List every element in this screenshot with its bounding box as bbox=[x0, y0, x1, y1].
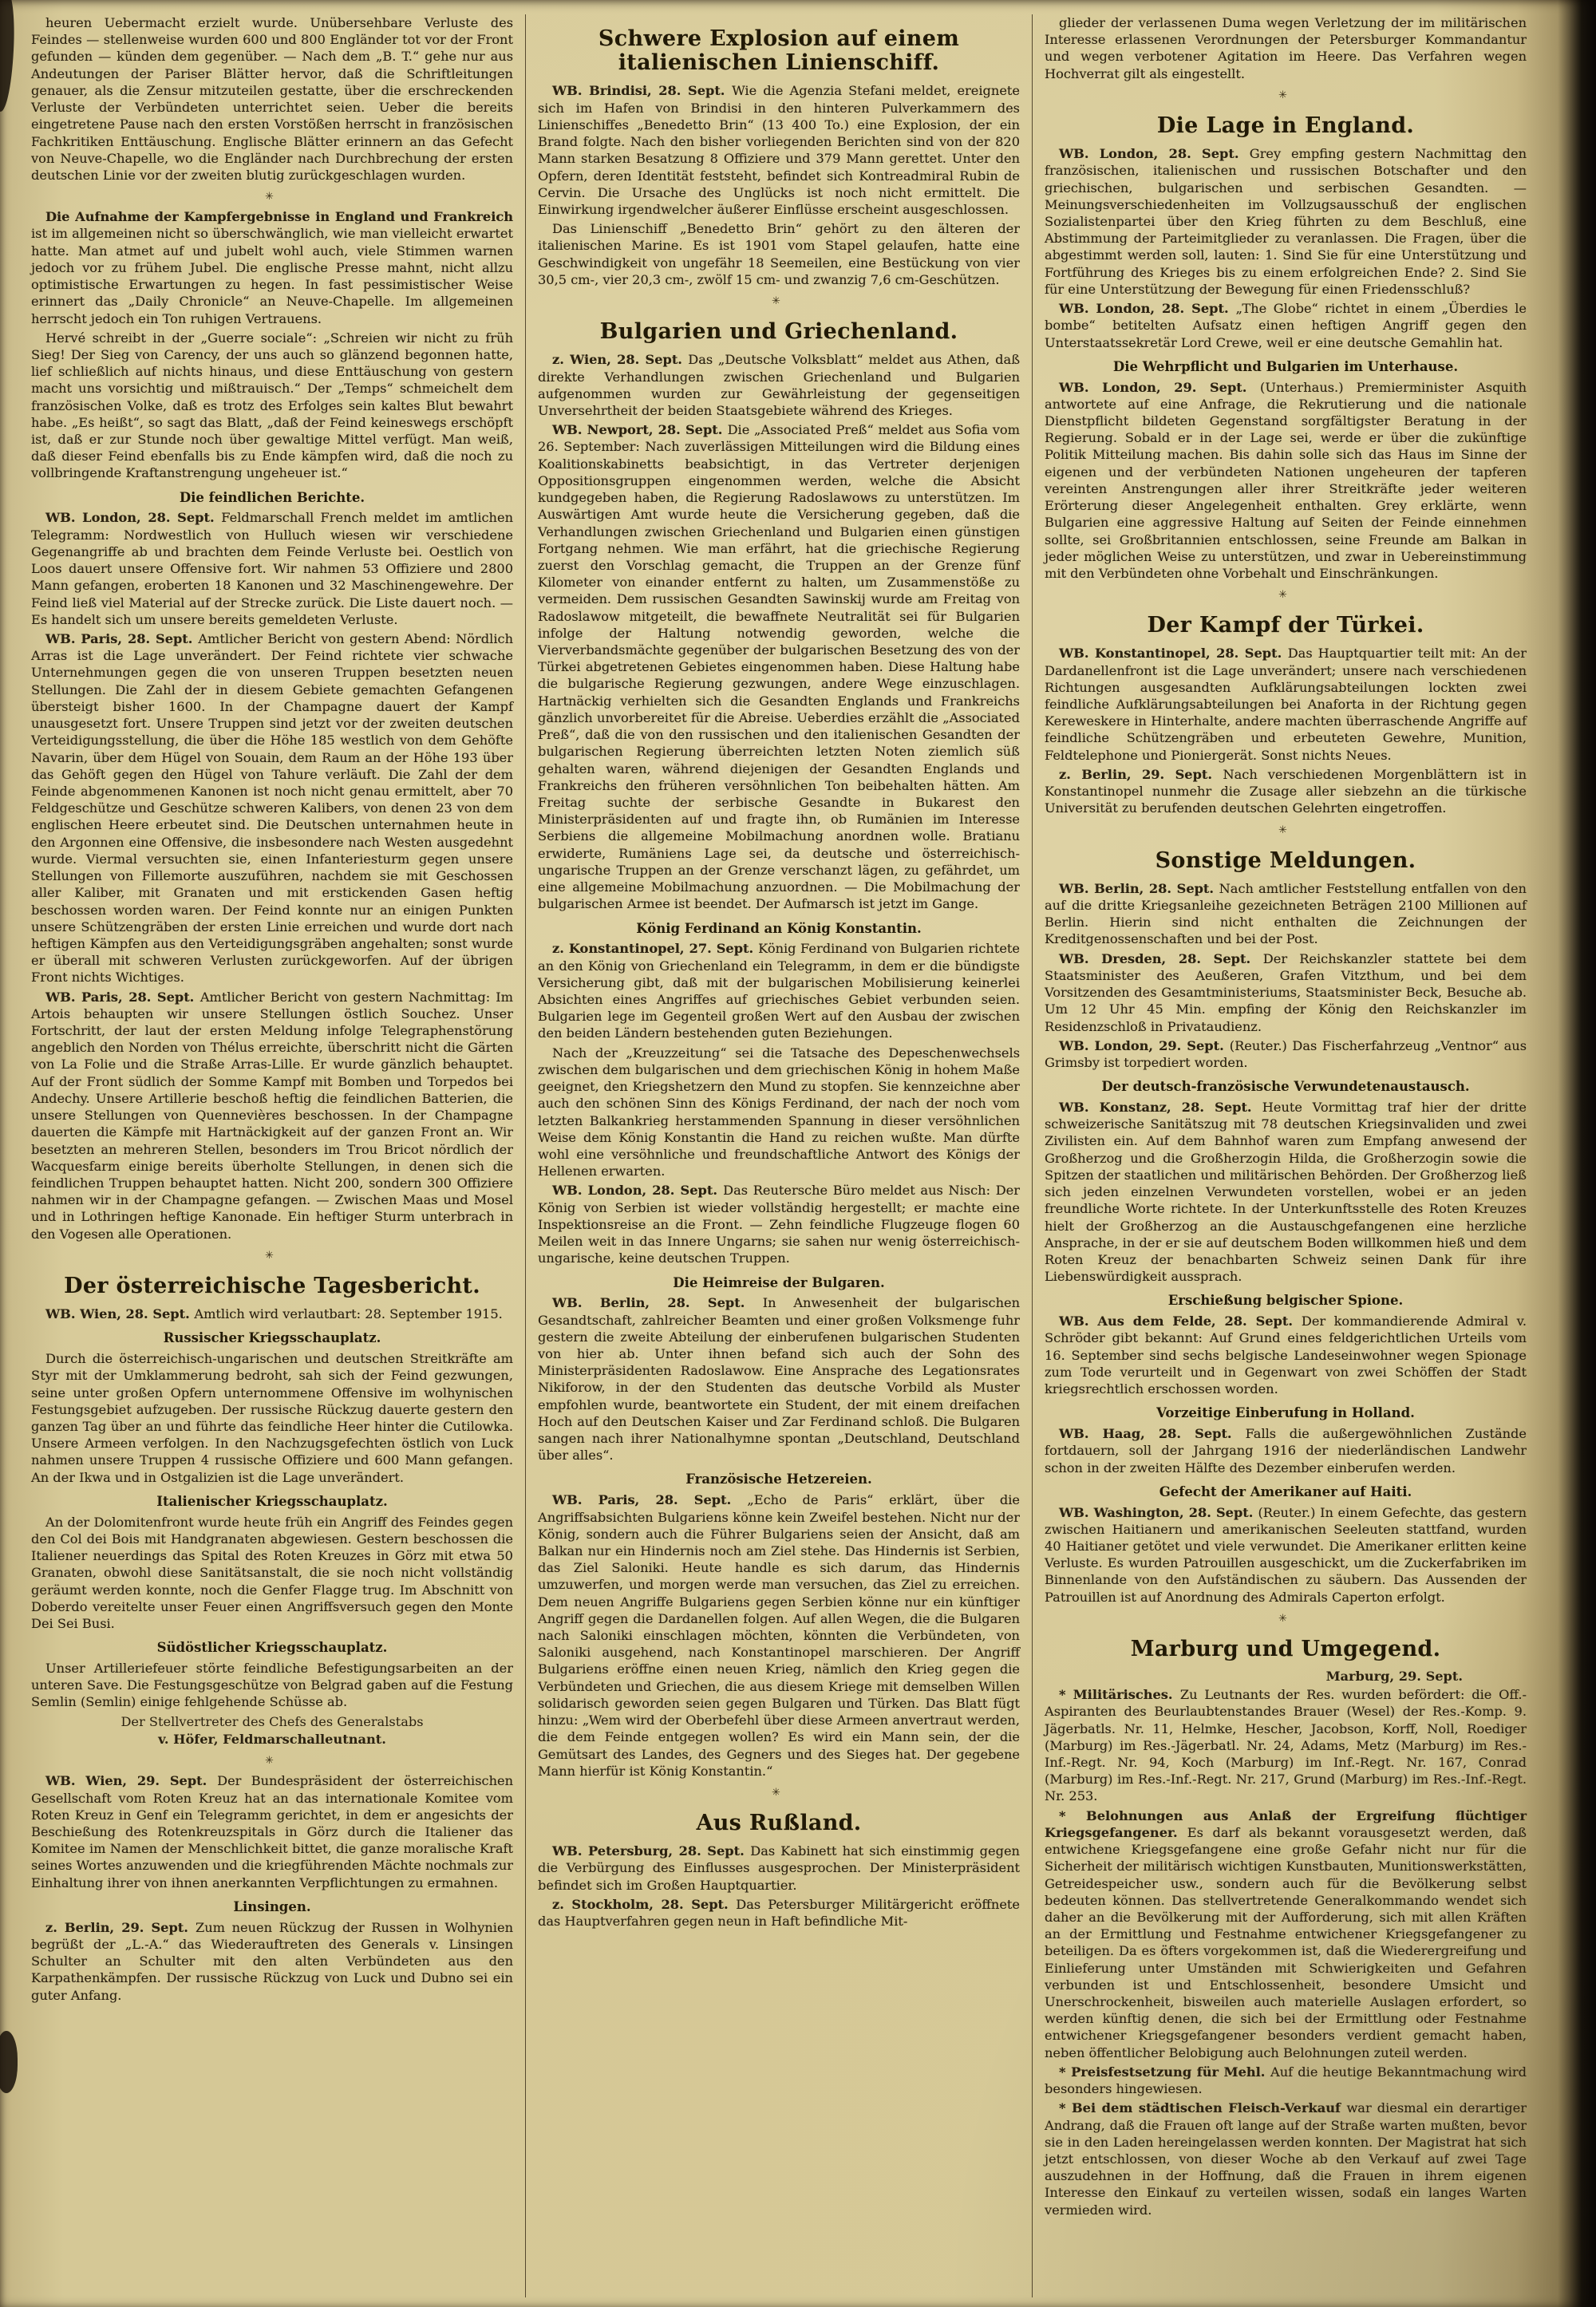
article-subhead: Die Heimreise der Bulgaren. bbox=[673, 1274, 885, 1290]
paragraph-lead: WB. Petersburg, 28. Sept. bbox=[552, 1843, 751, 1859]
article-paragraph: Nach der „Kreuzzeitung“ sei die Tatsache des Depeschenwechsels zwischen dem bulgarischen und dem griechischen König in hohem Maße geeignet, den Kriegshetzern den Mund zu stopfen. Sie kennzeichne aber auch den schönen Sinn des Königs Ferdinand, der nach der noch vom letzten Balkankrieg herstammenden Spannung in dieser versöhnlichen Weise dem König Konstantin die Hand zu reichen wußte. Man dürfte wohl eine versöhnliche und freundschaftliche Antwort des Königs der Hellenen erwarten. bbox=[538, 1045, 1020, 1179]
paragraph-lead: WB. Haag, 28. Sept. bbox=[1059, 1426, 1246, 1442]
section-divider-icon: ✳ bbox=[1278, 824, 1293, 836]
article-paragraph: * Preisfestsetzung für Mehl. Auf die heutige Bekanntmachung wird besonders hingewiesen. bbox=[1045, 2064, 1527, 2097]
article-paragraph: Hervé schreibt in der „Guerre sociale“: „Schreien wir nicht zu früh Sieg! Der Sieg von Carency, der uns auch so glänzend begonnen hatte, lief schließlich auf nichts hinaus, und diese Enttäuschung von gestern macht uns vorsichtig und mißtrauisch.“ Der „Temps“ schmeichelt dem französischen Volke, daß es trotz des Erfolges sein kaltes Blut bewahrt habe. „Es heißt“, so sagt das Blatt, „daß der Feind keineswegs erschöpft ist, daß er zur Stunde noch über gewaltige Mittel verfügt. Man weiß, daß dieser Feind ebenfalls bis zu Ende kämpfen wird, daß die noch zu vollbringende Kraftanstrengung ungeheuer ist.“ bbox=[31, 330, 513, 481]
article-paragraph: Unser Artilleriefeuer störte feindliche Befestigungsarbeiten an der unteren Save. Die Festungsgeschütze von Belgrad gaben auf die Festung Semlin (Semlin) einige fehlgehende Schüsse ab. bbox=[31, 1661, 513, 1710]
paragraph-lead: WB. London, 28. Sept. bbox=[552, 1183, 724, 1199]
article-paragraph: Durch die österreichisch-ungarischen und deutschen Streitkräfte am Styr mit der Umklammerung bedroht, sah sich der Feind gezwungen, seine unter großen Opfern unternommene Offensive im wolhynischen Festungsgebiet aufzugeben. Der russische Rückzug dauerte gestern den ganzen Tag über an und führte das feindliche Heer hinter die Cutilowka. Unsere Armeen verfolgen. In den Nachzugsgefechten östlich von Luck nahmen unsere Truppen 4 russische Offiziere und 600 Mann gefangen. An der Ikwa und in Ostgalizien ist die Lage unverändert. bbox=[31, 1351, 513, 1485]
article-paragraph: WB. Haag, 28. Sept. Falls die außergewöhnlichen Zustände fortdauern, soll der Jahrgang 1916 der niederländischen Landwehr schon in der zweiten Hälfte des Dezember einberufen werden. bbox=[1045, 1426, 1527, 1475]
section-divider-icon: ✳ bbox=[265, 1755, 279, 1768]
article-headline: Schwere Explosion auf einem italienischen Linienschiff. bbox=[598, 26, 960, 76]
article-headline: Marburg und Umgegend. bbox=[1130, 1636, 1441, 1661]
article-paragraph: z. Konstantinopel, 27. Sept. König Ferdinand von Bulgarien richtete an den König von Griechenland ein Telegramm, in dem er die bündigste Versicherung gibt, daß mit der bulgarischen Mobilisierung keinerlei Absichten eines Angriffes auf griechisches Gebiet verbunden seien. Bulgarien lege im Gegenteil großen Wert auf den Ausbau der zwischen den beiden Ländern bestehenden guten Beziehungen. bbox=[538, 941, 1020, 1041]
signature-line: v. Höfer, Feldmarschalleutnant. bbox=[158, 1731, 386, 1747]
section-divider-icon: ✳ bbox=[772, 1787, 786, 1799]
section-divider-icon: ✳ bbox=[1278, 89, 1293, 101]
article-paragraph: z. Wien, 28. Sept. Das „Deutsche Volksblatt“ meldet aus Athen, daß direkte Verhandlungen zwischen Griechenland und Bulgarien aufgenommen wurden zur Gewährleistung der gegenseitigen Unversehrtheit der beiden Staatsgebiete während des Krieges. bbox=[538, 352, 1021, 418]
section-divider-icon: ✳ bbox=[1278, 589, 1293, 602]
article-headline: Aus Rußland. bbox=[696, 1811, 862, 1835]
article-paragraph: WB. London, 28. Sept. Das Reutersche Büro meldet aus Nisch: Der König von Serbien ist wieder vollständig hergestellt; er machte eine Inspektionsreise an die Front. — Zehn feindliche Flugzeuge flogen 60 Meilen weit in das Innere Ungarns; sie sahen nur wenig österreichisch-ungarische, keine deutschen Truppen. bbox=[538, 1183, 1020, 1266]
article-headline: Bulgarien und Griechenland. bbox=[599, 319, 958, 345]
article-subhead: Südöstlicher Kriegsschauplatz. bbox=[156, 1640, 388, 1656]
newspaper-columns bbox=[19, 14, 1539, 2297]
article-paragraph: WB. Konstanz, 28. Sept. Heute Vormittag traf hier der dritte schweizerische Sanitätszug mit 78 deutschen Kriegsinvaliden und zwei Zivilisten ein. Auf dem Bahnhof waren zum Empfang anwesend der Großherzog und die Großherzogin Hilda, die Großherzogin sowie die Spitzen der staatlichen und militärischen Behörden. Der Großherzog ließ sich jeden einzelnen Verwundeten vorstellen, wobei er an jeden freundliche Worte richtete. In der Unterkunftsstelle des Roten Kreuzes hielt der Großherzog an die Austauschgefangenen eine herzliche Ansprache, in der er sie auf deutschem Boden willkommen hieß und dem Roten Kreuz der benachbarten Schweiz seinen Dank für ihre Liebenswürdigkeit aussprach. bbox=[1045, 1100, 1527, 1285]
article-subhead: Erschießung belgischer Spione. bbox=[1167, 1293, 1404, 1309]
article-paragraph: WB. Berlin, 28. Sept. Nach amtlicher Feststellung entfallen von den auf die dritte Kriegsanleihe gezeichneten Beträgen 2100 Millionen auf Berlin. Hierin sind nicht enthalten die Zeichnungen der Kreditgenossenschaften und bei der Post. bbox=[1045, 880, 1527, 947]
article-paragraph: WB. Berlin, 28. Sept. In Anwesenheit der bulgarischen Gesandtschaft, zahlreicher Beamten und einer großen Volksmenge fuhr gestern die zweite Abteilung der einberufenen bulgarischen Studenten von hier ab. Unter ihnen befand sich auch der Sohn des Ministerpräsidenten Radoslawow. Eine Ansprache des Legationsrates Nikiforow, in der den Studenten das deutsche Vorbild als Muster empfohlen wurde, beantwortete ein Student, der mit einem dreifachen Hoch auf den Deutschen Kaiser und Zar Ferdinand schloß. Die Bulgaren sangen nach ihrer Nationalhymne spontan „Deutschland, Deutschland über alles“. bbox=[538, 1295, 1021, 1464]
paragraph-lead: z. Berlin, 29. Sept. bbox=[45, 1919, 196, 1935]
article-paragraph: z. Berlin, 29. Sept. Nach verschiedenen Morgenblättern ist in Konstantinopel nunmehr die Zusage aller siebzehn an die türkische Universität zu berufenden deutschen Gelehrten eingetroffen. bbox=[1045, 766, 1527, 816]
article-paragraph: WB. Washington, 28. Sept. (Reuter.) In einem Gefechte, das gestern zwischen Haitianern und amerikanischen Seeleuten stattfand, wurden 40 Haitianer getötet und viele verwundet. Die Amerikaner erlitten keine Verluste. Es wurden Patrouillen ausgeschickt, um die Zuckerfabriken im Binnenlande von den Aufständischen zu säubern. Das Aussenden der Patrouillen ist auf Anordnung des Admirals Caperton erfolgt. bbox=[1045, 1504, 1527, 1605]
article-headline: Sonstige Meldungen. bbox=[1155, 847, 1416, 873]
paragraph-lead: WB. Newport, 28. Sept. bbox=[552, 422, 728, 438]
article-paragraph: WB. London, 28. Sept. Grey empfing gestern Nachmittag den französischen, italienischen und russischen Botschafter und den griechischen, bulgarischen und serbischen Gesandten. — Meinungsverschiedenheiten im Vollzugsausschuß der englischen Sozialistenpartei über den Krieg führten zu dem Beschluß, eine Abstimmung der Parteimitglieder zu veranlassen. Die Fragen, über die abgestimmt werden soll, lauten: 1. Sind Sie für eine Unterstützung und Fortführung des Krieges bis zu einem erfolgreichen Ende? 2. Sind Sie für eine Unterstützung der Bewegung für einen Friedensschluß? bbox=[1045, 146, 1527, 297]
paragraph-lead: WB. London, 28. Sept. bbox=[1059, 146, 1250, 162]
paragraph-lead: * Militärisches. bbox=[1059, 1687, 1180, 1703]
article-subhead: Italienischer Kriegsschauplatz. bbox=[156, 1493, 388, 1509]
article-paragraph: * Militärisches. Zu Leutnants der Res. wurden befördert: die Off.-Aspiranten des Beurlaubtenstandes Brauer (Wesel) der Res.-Komp. 9. Jägerbatls. Nr. 11, Helmke, Hescher, Jacobson, Korff, Noll, Roediger (Marburg) im Res.-Jägerbatl. Nr. 24, Adams, Metz (Marburg) im Res.-Inf.-Regt. Nr. 94, Koch (Marburg) im Inf.-Regt. Nr. 167, Conrad (Marburg) im Res.-Inf.-Regt. Nr. 217, Grund (Marburg) im Res.-Inf.-Regt. Nr. 253. bbox=[1045, 1687, 1527, 1804]
column-1 bbox=[19, 14, 525, 2297]
paragraph-lead: z. Stockholm, 28. Sept. bbox=[552, 1896, 737, 1912]
section-divider-icon: ✳ bbox=[265, 1249, 279, 1262]
article-subhead: König Ferdinand an König Konstantin. bbox=[636, 920, 922, 936]
article-paragraph: WB. Paris, 28. Sept. Amtlicher Bericht von gestern Nachmittag: Im Artois behaupten wir unsere Stellungen östlich Souchez. Unser Fortschritt, der laut der ersten Meldung infolge Telegraphenstörung angeblich den Norden von Thélus erreichte, überschritt nicht die Gärten von La Folie und die Straße Arras-Lille. Er wurde gänzlich behauptet. Auf der Front südlich der Somme Kampf mit Bomben und Torpedos bei Andechy. Unsere Artillerie beschoß heftig die feindlichen Batterien, die unsere Stellungen von Quennevières beschossen. In der Champagne dauerten die Kämpfe mit Hartnäckigkeit auf der ganzen Front an. Wir besetzten an mehreren Stellen, besonders im Trou Bricot nördlich der Wacquesfarm einige bereits überholte Stellungen, in denen sich die feindlichen Truppen behauptet hatten. Nicht 200, sondern 300 Offiziere nahmen wir in der Champagne gefangen. — Zwischen Maas und Mosel und in Lothringen heftige Kanonade. Ein heftiger Sturm unterbrach in den Vogesen alle Operationen. bbox=[31, 989, 513, 1242]
paragraph-lead: WB. London, 28. Sept. bbox=[45, 510, 222, 526]
article-paragraph: Das Linienschiff „Benedetto Brin“ gehört zu den älteren der italienischen Marine. Es ist 1901 vom Stapel gelaufen, hatte eine Geschwindigkeit von ungefähr 18 Seemeilen, eine Bestückung von vier 30,5 cm-, vier 20,3 cm-, zwölf 15 cm- und zwanzig 7,6 cm-Geschützen. bbox=[538, 221, 1020, 287]
article-paragraph: WB. Paris, 28. Sept. „Echo de Paris“ erklärt, über die Angriffsabsichten Bulgariens könne kein Zweifel bestehen. Nicht nur der König, sondern auch die Führer Bulgariens seien der Ansicht, daß am Balkan nur ein Hindernis noch am Ziel stehe. Das Hindernis ist Serbien, das Ziel Saloniki. Heute handle es sich darum, das Hindernis umzuwerfen, und morgen werde man versuchen, das Ziel zu erreichen. Dem neuen Angriffe Bulgariens gegen Serbien könne nur ein künftiger Angriff gegen die Dardanellen folgen. Auf allen Wegen, die die Bulgaren nach Saloniki einschlagen möchten, könnten die Verbündeten, von Saloniki ausgehend, nach Konstantinopel marschieren. Der Angriff Bulgariens eröffne einen neuen Krieg, nämlich den Krieg gegen die Verbündeten und Griechen, die aus diesem Kriege mit demselben Willen solidarisch geworden seien gegen Bulgaren und Türken. Das Blatt fügt hinzu: „Wem wird der Oberbefehl über diese Armeen anvertraut werden, die dem Feinde entgegen wollen? Es wird ein Mann sein, der die Gemütsart des Landes, des Gegners und des Sieges hat. Der gegebene Mann hierfür ist König Konstantin.“ bbox=[538, 1492, 1020, 1779]
section-divider-icon: ✳ bbox=[772, 295, 786, 308]
paragraph-lead: z. Berlin, 29. Sept. bbox=[1059, 766, 1223, 782]
paragraph-lead: WB. Dresden, 28. Sept. bbox=[1059, 950, 1263, 966]
article-paragraph: WB. Wien, 28. Sept. Amtlich wird verlautbart: 28. September 1915. bbox=[45, 1306, 503, 1322]
article-paragraph: WB. Wien, 29. Sept. Der Bundespräsident der österreichischen Gesellschaft vom Roten Kreuz hat an das internationale Komitee vom Roten Kreuz in Genf ein Telegramm gerichtet, in dem er angesichts der Beschießung des Rotenkreuzspitals in Görz durch die Italiener das Komitee im Namen der Menschlichkeit bittet, die ganze moralische Kraft seines Wortes anzuwenden und die kriegführenden Mächte nochmals zur Einhaltung ihrer von ihnen anerkannten Verpflichtungen zu ermahnen. bbox=[31, 1773, 513, 1890]
article-paragraph: WB. Aus dem Felde, 28. Sept. Der kommandierende Admiral v. Schröder gibt bekannt: Auf Grund eines feldgerichtlichen Urteils vom 16. September sind sechs belgische Landeseinwohner wegen Spionage zum Tode verurteilt und in Gegenwart von zwei Schöffen der Stadt kriegsrechtlich erschossen worden. bbox=[1045, 1313, 1527, 1397]
article-paragraph: WB. London, 28. Sept. „The Globe“ richtet in einem „Überdies le bombe“ betitelten Aufsatz einen heftigen Angriff gegen den Unterstaatssekretär Lord Crewe, weil er eine deutsche Gemahlin hat. bbox=[1045, 301, 1527, 350]
article-paragraph: * Belohnungen aus Anlaß der Ergreifung flüchtiger Kriegsgefangener. Es darf als bekannt vorausgesetzt werden, daß entwichene Kriegsgefangene eine große Gefahr nicht nur für die Sicherheit der militärisch wichtigen Kunstbauten, Munitionswerkstätten, Getreidespeicher usw., sondern auch für die Bevölkerung selbst bedeuten können. Das stellvertretende Generalkommando wendet sich daher an die Bevölkerung mit der Aufforderung, sich mit allen Kräften an der Ermittlung und Festnahme entwichener Kriegsgefangener zu beteiligen. Da es öfters vorgekommen ist, daß die Wiederergreifung und Einlieferung unter Umständen mit Schwierigkeiten und Gefahren verbunden ist und Entschlossenheit, besondere Umsicht und Unerschrockenheit, bisweilen auch materielle Auslagen erfordert, so werden künftig denen, die sich bei der Ermittlung oder Festnahme entwichener Kriegsgefangener besonders verdient gemacht haben, neben öffentlicher Belobigung auch Belohnungen zuteil werden. bbox=[1045, 1807, 1527, 2060]
paragraph-lead: WB. Washington, 28. Sept. bbox=[1059, 1504, 1258, 1520]
article-paragraph: WB. Newport, 28. Sept. Die „Associated Preß“ meldet aus Sofia vom 26. September: Nach zuverlässigen Mitteilungen wird die Bildung eines Koalitionskabinetts beabsichtigt, in das Vertreter derjenigen Oppositionsgruppen eingenommen werden, welche die Absicht kundgegeben haben, die Regierung Radoslawows zu unterstützen. Im Auswärtigen Amt wurde heute die Versicherung gegeben, daß die Verhandlungen zwischen Griechenland und Bulgarien einen günstigen Fortgang nehmen. Wie man erfährt, hat die griechische Regierung zuerst den Vorschlag gemacht, die Truppen an der Grenze fünf Kilometer von einander entfernt zu halten, um Zusammenstöße zu vermeiden. Dem russischen Gesandten Sawinskij wurde am Freitag von Radoslawow mitgeteilt, die bewaffnete Neutralität sei für Bulgarien infolge der Haltung notwendig geworden, welche die Vierverbandsmächte gegenüber der bulgarischen Besetzung des von der Türkei abgetretenen Gebietes eingenommen haben. Diese Haltung habe die bulgarische Regierung gezwungen, andere Wege einzuschlagen. Hartnäckig verhielten sich die Gesandten Englands und Frankreichs gänzlich unvorbereitet für die Abreise. Ueberdies erzählt die „Associated Preß“, daß die von den russischen und den italienischen Gesandten der bulgarischen Regierung überreichten letzten Noten ziemlich süß gehalten waren, während diejenigen der Gesandten Englands und Frankreichs den früheren versöhnlichen Ton beibehalten hätten. Am Freitag suchte der serbische Gesandte in Bukarest den Ministerpräsidenten auf und fragte ihn, ob Rumänien im Interesse Serbiens die allgemeine Mobilmachung anordnen wolle. Bratianu erwiderte, Rumäniens Lage sei, da deutsche und österreichisch-ungarische Truppen an der Grenze verschanzt lägen, zu gefährdet, um eine allgemeine Mobilmachung anzuordnen. — Die Mobilmachung der bulgarischen Armee ist beendet. Der Aufmarsch ist jetzt im Gange. bbox=[538, 422, 1020, 912]
article-paragraph: heuren Uebermacht erzielt wurde. Unübersehbare Verluste des Feindes — stellenweise wurden 600 und 800 Engländer tot vor der Front gefunden — künden dem gegenüber. — Nach dem „B. T.“ gehe nur aus Andeutungen der Pariser Blätter hervor, daß die Schriftleitungen genauer, als die Zensur mitzuteilen gestatte, über die erschreckenden Verluste der Verbündeten unterrichtet seien. Ueber die bereits eingetretene Pause nach den ersten Vorstößen herrscht in französischen Fachkritiken Enttäuschung. Englische Blätter erinnern an das Gefecht von Neuve-Chapelle, wo die Engländer nach Durchbrechung der ersten deutschen Linie vor der zweiten blutig zurückgeschlagen wurden. bbox=[31, 15, 513, 183]
article-paragraph: WB. London, 28. Sept. Feldmarschall French meldet im amtlichen Telegramm: Nordwestlich von Hulluch wiesen wir verschiedene Gegenangriffe ab und brachten dem Feinde Verluste bei. Oestlich von Loos dauert unsere Offensive fort. Wir nahmen 53 Offiziere und 2800 Mann gefangen, eroberten 18 Kanonen und 32 Maschinengewehre. Der Feind ließ viel Material auf der Strecke zurück. Die Liste dauert noch. — Es handelt sich um unsere bereits gemeldeten Verluste. bbox=[31, 510, 513, 627]
article-subhead: Der deutsch-französische Verwundetenaustausch. bbox=[1101, 1079, 1470, 1095]
article-paragraph: WB. Brindisi, 28. Sept. Wie die Agenzia Stefani meldet, ereignete sich im Hafen von Brindisi in den hinteren Pulverkammern des Linienschiffes „Benedetto Brin“ (13 400 To.) eine Explosion, der ein Brand folgte. Nach den bisher vorliegenden Berichten sind von der 820 Mann starken Besatzung 8 Offiziere und 379 Mann gerettet. Unter den Opfern, deren Identität feststeht, befindet sich Kontreadmiral Rubin de Cervin. Die Ursache des Unglücks ist noch nicht ermittelt. Die Einwirkung irgendwelcher äußerer Einflüsse erscheint ausgeschlossen. bbox=[538, 83, 1020, 217]
paragraph-lead: WB. Konstanz, 28. Sept. bbox=[1059, 1100, 1262, 1116]
article-subhead: Vorzeitige Einberufung in Holland. bbox=[1156, 1405, 1415, 1421]
article-paragraph: z. Berlin, 29. Sept. Zum neuen Rückzug der Russen in Wolhynien begrüßt der „L.-A.“ das Wiederauftreten des Generals v. Linsingen Schulter an Schulter mit den alten Verbündeten aus den Karpathenkämpfen. Der russische Rückzug von Luck und Dubno sei ein guter Anfang. bbox=[31, 1919, 513, 2003]
paragraph-lead: WB. Berlin, 28. Sept. bbox=[1059, 880, 1219, 896]
paragraph-lead: * Belohnungen aus Anlaß der Ergreifung flüchtiger Kriegsgefangener. bbox=[1045, 1807, 1527, 1840]
paragraph-lead: WB. Paris, 28. Sept. bbox=[45, 989, 200, 1005]
article-subhead: Gefecht der Amerikaner auf Haiti. bbox=[1159, 1483, 1412, 1499]
paragraph-lead: z. Konstantinopel, 27. Sept. bbox=[552, 941, 759, 957]
scan-smudge-bottom-left-icon bbox=[0, 2031, 18, 2093]
article-subhead: Linsingen. bbox=[233, 1898, 311, 1914]
article-headline: Der Kampf der Türkei. bbox=[1147, 613, 1424, 638]
article-paragraph: * Bei dem städtischen Fleisch-Verkauf war diesmal ein derartiger Andrang, daß die Frauen oft lange auf der Straße warten mußten, bevor sie in den Laden hereingelassen werden konnten. Der Magistrat hat sich jetzt entschlossen, von dieser Woche ab den Verkauf auf zwei Tage auszudehnen in der Hoffnung, daß die Frauen in ihrem eigenen Interesse den Einkauf zu verteilen wissen, sodaß ein langes Warten vermieden wird. bbox=[1045, 2100, 1527, 2218]
paragraph-lead: WB. Wien, 29. Sept. bbox=[45, 1773, 218, 1789]
paragraph-lead: WB. London, 29. Sept. bbox=[1059, 1037, 1230, 1053]
column-3 bbox=[1032, 14, 1539, 2297]
article-subhead: Russischer Kriegsschauplatz. bbox=[163, 1330, 381, 1346]
paragraph-lead: WB. Brindisi, 28. Sept. bbox=[552, 83, 733, 99]
article-paragraph: z. Stockholm, 28. Sept. Das Petersburger Militärgericht eröffnete das Hauptverfahren gegen neun in Haft befindliche Mit- bbox=[538, 1896, 1020, 1930]
article-paragraph: Die Aufnahme der Kampfergebnisse in England und Frankreich ist im allgemeinen nicht so überschwänglich, wie man vielleicht erwartet hatte. Man atmet auf und jubelt wohl auch, viele Stimmen warnen jedoch vor zu frühem Jubel. Die englische Presse mahnt, nicht allzu optimistische Erwartungen zu hegen. In fast pessimistischer Weise erinnert das „Daily Chronicle“ an Neuve-Chapelle. Im allgemeinen herrscht jedoch ein Ton ruhigen Vertrauens. bbox=[31, 209, 513, 326]
paragraph-lead: z. Wien, 28. Sept. bbox=[552, 352, 689, 368]
article-paragraph: An der Dolomitenfront wurde heute früh ein Angriff des Feindes gegen den Col dei Bois mit Handgranaten abgewiesen. Gestern beschossen die Italiener neuerdings das Spital des Roten Kreuzes in Görz mit etwa 50 Granaten, obwohl diese Sanitätsanstalt, die sie noch nicht vollständig geräumt werden konnte, noch die Genfer Flagge trug. Im Abschnitt von Doberdo vereitelte unser Feuer einen Angriffsversuch gegen den Monte Dei Sei Busi. bbox=[31, 1514, 513, 1631]
article-paragraph: WB. Petersburg, 28. Sept. Das Kabinett hat sich einstimmig gegen die Verbürgung des Einflusses ausgesprochen. Der Ministerpräsident befindet sich im Großen Hauptquartier. bbox=[538, 1843, 1020, 1893]
paragraph-lead: WB. Paris, 28. Sept. bbox=[45, 631, 199, 647]
dateline: Marburg, 29. Sept. bbox=[1325, 1669, 1463, 1685]
paragraph-lead: WB. London, 28. Sept. bbox=[1059, 301, 1236, 317]
paragraph-lead: WB. Paris, 28. Sept. bbox=[552, 1492, 748, 1508]
article-paragraph: WB. Konstantinopel, 28. Sept. Das Hauptquartier teilt mit: An der Dardanellenfront ist die Lage unverändert; unsere nach verschiedenen Richtungen ausgesandten Aufklärungsabteilungen lockten zwei feindliche Aufklärungsabteilungen bei Anaforta in der Richtung gegen Kereweskere in Hinterhalte, andere machten überraschende Angriffe auf feindliche Schützengräben und erbeuteten Gewehre, Munition, Feldtelephone und Pioniergerät. Sonst nichts Neues. bbox=[1045, 646, 1527, 763]
article-headline: Die Lage in England. bbox=[1156, 113, 1415, 138]
article-headline: Der österreichische Tagesbericht. bbox=[64, 1273, 480, 1298]
article-paragraph: WB. London, 29. Sept. (Unterhaus.) Premierminister Asquith antwortete auf eine Anfrage, die Rekrutierung und die nationale Dienstpflicht bildeten Gegenstand sorgfältigster Beratung in der Regierung. Sobald er in der Lage sei, werde er über die zukünftige Politik Mitteilung machen. Bis dahin solle sich das Haus im Sinne der eigenen und der verbündeten Nationen ungeheuren der tapferen vereinten Anstrengungen aller ihrer Streitkräfte jeder weiteren Erörterung dieser Angelegenheit enthalten. Grey erklärte, wenn Bulgarien eine aggressive Haltung auf Seiten der Feinde einnehmen sollte, sei Großbritannien entschlossen, seine Freunde am Balkan in jeder möglichen Weise zu unterstützen, und zwar in Uebereinstimmung mit den Verbündeten ohne Vorbehalt und Einschränkungen. bbox=[1045, 379, 1527, 581]
article-subhead: Französische Hetzereien. bbox=[685, 1472, 872, 1487]
article-paragraph: glieder der verlassenen Duma wegen Verletzung der im militärischen Interesse erlassenen Verordnungen der Petersburger Kommandantur und wegen verbotener Agitation im Heere. Das Verfahren wegen Hochverrat gilt als eingestellt. bbox=[1045, 15, 1527, 81]
paragraph-lead: WB. Wien, 28. Sept. bbox=[45, 1306, 195, 1322]
article-subhead: Die Wehrpflicht und Bulgarien im Unterhause. bbox=[1112, 358, 1459, 374]
paragraph-lead: Die Aufnahme der Kampfergebnisse in England und Frankreich bbox=[45, 209, 513, 225]
signature-line: Der Stellvertreter des Chefs des Generalstabs bbox=[120, 1713, 424, 1729]
scan-edge-right bbox=[1558, 0, 1596, 2307]
article-paragraph: WB. Paris, 28. Sept. Amtlicher Bericht von gestern Abend: Nördlich Arras ist die Lage unverändert. Der Feind richtete vier schwache Unternehmungen gegen die von unseren Truppen besetzten neuen Stellungen. Die Zahl der in diesem Gebiete gemachten Gefangenen übersteigt bisher 1600. In der Champagne dauert der Kampf unausgesetzt fort. Unsere Truppen sind jetzt vor der zweiten deutschen Verteidigungsstellung, die über die Höhe 185 westlich von dem Gehöfte Navarin, über dem Hügel von Souain, dem Raum an der Höhe 193 über das Gehöft gegen den Hügel von Tahure verläuft. Die Zahl der dem Feinde abgenommenen Kanonen ist noch nicht genau ermittelt, aber 70 Feldgeschütze und Geschütze schweren Kalibers, von denen 23 von dem englischen Heere erbeutet sind. Die Deutschen unternahmen heute in den Argonnen eine Offensive, die insbesondere nach Westen ausgedehnt wurde. Viermal versuchten sie, einen Infanteriesturm gegen unsere Stellungen von Fillemorte auszuführen, nachdem sie mit Geschossen aller Kaliber, mit Granaten und mit erstickenden Gasen heftig beschossen worden waren. Der Feind konnte nur an einigen Punkten unsere Schützengräben der ersten Linie erreichen und wurde dort nach heftigen Kämpfen aus den Verteidigungsgräben angehalten; sonst wurde er überall mit schweren Verlusten zurückgeworfen. Auf der übrigen Front nichts Wichtiges. bbox=[31, 631, 513, 986]
section-divider-icon: ✳ bbox=[1278, 1612, 1293, 1625]
paragraph-lead: WB. Berlin, 28. Sept. bbox=[552, 1295, 763, 1311]
paragraph-lead: * Bei dem städtischen Fleisch-Verkauf bbox=[1059, 2100, 1347, 2116]
article-subhead: Die feindlichen Berichte. bbox=[179, 489, 365, 505]
paragraph-lead: WB. Konstantinopel, 28. Sept. bbox=[1059, 646, 1288, 662]
section-divider-icon: ✳ bbox=[265, 191, 279, 203]
paragraph-lead: WB. London, 29. Sept. bbox=[1059, 379, 1261, 395]
article-paragraph: WB. London, 29. Sept. (Reuter.) Das Fischerfahrzeug „Ventnor“ aus Grimsby ist torpediert worden. bbox=[1045, 1037, 1527, 1070]
paragraph-lead: * Preisfestsetzung für Mehl. bbox=[1059, 2064, 1271, 2080]
article-paragraph: WB. Dresden, 28. Sept. Der Reichskanzler stattete bei dem Staatsminister des Aeußeren, Grafen Vitzthum, und bei dem Vorsitzenden des Gesamtministeriums, Staatsminister Beck, Besuche ab. Um 12 Uhr 45 Min. empfing der König den Reichskanzler im Residenzschloß in Privataudienz. bbox=[1045, 950, 1527, 1034]
column-2 bbox=[525, 14, 1032, 2297]
scan-smudge-top-left-icon bbox=[0, 0, 16, 112]
paragraph-lead: WB. Aus dem Felde, 28. Sept. bbox=[1059, 1313, 1302, 1329]
